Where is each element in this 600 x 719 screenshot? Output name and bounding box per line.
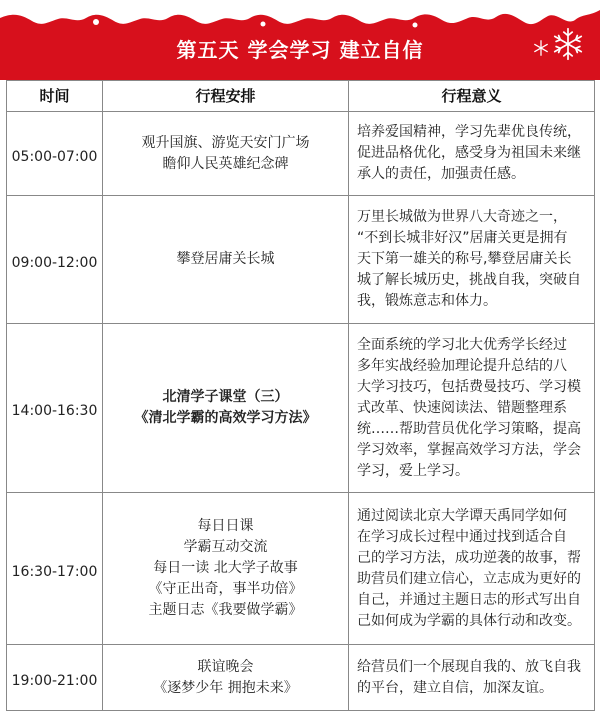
time-cell: 19:00-21:00: [7, 645, 103, 711]
snow-border: [0, 0, 600, 30]
plan-line: 每日一读 北大学子故事: [153, 560, 298, 576]
meaning-line: 在学习成长过程中通过找到适合自: [357, 528, 567, 545]
meaning-line: 承人的责任，加强责任感。: [357, 166, 525, 182]
meaning-line: 己的学习方法，成功逆袭的故事，帮: [357, 549, 581, 566]
meaning-line: 全面系统的学习北大优秀学长经过: [357, 336, 567, 353]
meaning-line: 统……帮助营员优化学习策略，提高: [357, 420, 581, 437]
column-header-plan: 行程安排: [103, 81, 349, 112]
meaning-cell: [349, 112, 595, 196]
table-row: [7, 196, 595, 324]
plan-cell: [103, 324, 349, 493]
time-cell: 16:30-17:00: [7, 493, 103, 645]
plan-line: 《清北学霸的高效学习方法》: [134, 410, 317, 426]
meaning-cell: [349, 645, 595, 711]
plan-cell: [103, 196, 349, 324]
plan-line: 每日日课: [197, 518, 254, 534]
plan-cell: [103, 493, 349, 645]
meaning-line: 多年实战经验加理论提升总结的八: [357, 357, 567, 374]
time-cell: 14:00-16:30: [7, 324, 103, 493]
plan-line: 主题日志《我要做学霸》: [148, 602, 303, 618]
snowflake-icon: [533, 40, 549, 56]
snowflake-icon: [551, 27, 585, 61]
column-header-time: 时间: [7, 81, 103, 112]
table-row: [7, 493, 595, 645]
meaning-line: 城了解长城历史，挑战自我，突破自: [357, 272, 581, 288]
meaning-line: 助营员们建立信心，立志成为更好的: [357, 570, 581, 587]
meaning-line: 通过阅读北京大学谭天禹同学如何: [357, 507, 567, 524]
meaning-line: 学习效率，掌握高效学习方法，学会: [357, 441, 581, 458]
plan-line: 学霸互动交流: [183, 539, 268, 555]
schedule-table: [6, 80, 595, 711]
time-cell: 05:00-07:00: [7, 112, 103, 196]
meaning-line: 自己，并通过主题日志的形式写出自: [357, 591, 581, 608]
meaning-line: 给营员们一个展现自我的、放飞自我: [357, 658, 581, 675]
plan-cell: [103, 112, 349, 196]
meaning-line: 培养爱国精神，学习先辈优良传统，: [357, 124, 581, 140]
plan-line: 《守正出奇，事半功倍》: [148, 581, 303, 597]
meaning-line: 的平台，建立自信，加深友谊。: [357, 679, 553, 696]
plan-line: 《逐梦少年 拥抱未来》: [153, 679, 298, 696]
plan-line: 联谊晚会: [197, 658, 254, 675]
plan-line: 攀登居庸关长城: [176, 251, 275, 267]
meaning-line: 大学习技巧，包括费曼技巧、学习模: [357, 378, 581, 395]
table-row: [7, 324, 595, 493]
page-title: 第五天 学会学习 建立自信: [176, 38, 424, 62]
plan-line: 北清学子课堂（三）: [162, 389, 289, 405]
meaning-cell: [349, 493, 595, 645]
table-row: [7, 645, 595, 711]
plan-cell: [103, 645, 349, 711]
plan-line: 观升国旗、游览天安门广场: [141, 134, 310, 151]
meaning-line: “不到长城非好汉”居庸关更是拥有: [357, 230, 568, 246]
meaning-line: 我，锻炼意志和体力。: [357, 293, 497, 309]
time-cell: 09:00-12:00: [7, 196, 103, 324]
meaning-cell: [349, 324, 595, 493]
meaning-line: 万里长城做为世界八大奇迹之一，: [357, 209, 567, 225]
table-header-row: [7, 81, 595, 112]
column-header-meaning: 行程意义: [349, 81, 595, 112]
meaning-line: 天下第一雄关的称号,攀登居庸关长: [357, 251, 572, 267]
meaning-line: 学习，爱上学习。: [357, 462, 469, 479]
plan-line: 瞻仰人民英雄纪念碑: [162, 155, 289, 172]
meaning-line: 促进品格优化，感受身为祖国未来继: [357, 145, 581, 161]
meaning-cell: [349, 196, 595, 324]
meaning-line: 己如何成为学霸的具体行动和改变。: [357, 612, 581, 629]
table-row: [7, 112, 595, 196]
meaning-line: 式改革、快速阅读法、错题整理系: [357, 399, 567, 416]
header-banner: [0, 0, 600, 80]
